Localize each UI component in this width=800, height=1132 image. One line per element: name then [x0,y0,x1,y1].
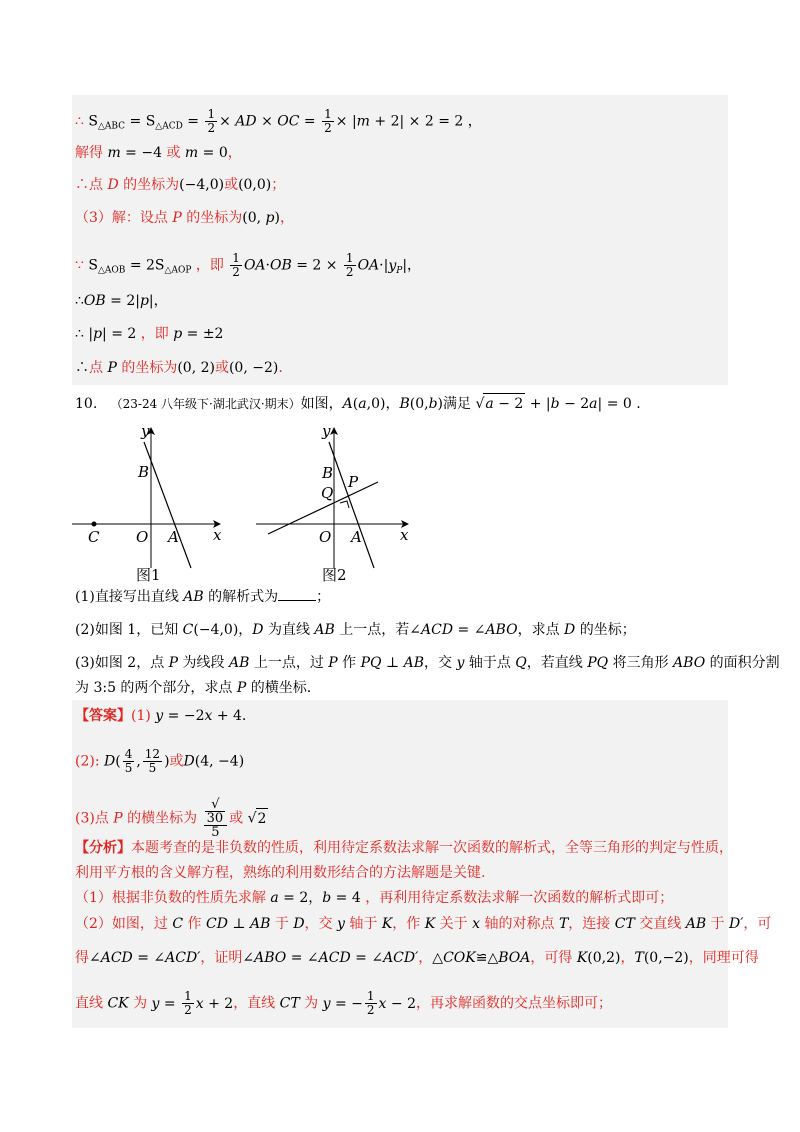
answer-3: (3)点 P 的横坐标为 √ 30 5 或 √2 [75,797,267,840]
analysis-1: 【分析】本题考查的是非负数的性质，利用待定系数法求解一次函数的解析式，全等三角形的判定与性质， [75,840,733,856]
question-10-stem: 10. （23-24 八年级下·湖北武汉·期末）如图，A(a,0)，B(0,b)满足 √a − 2 + |b − 2a| = 0 . [75,393,641,414]
figure-1 [68,420,238,585]
fig2-right-angle [340,501,349,508]
fig1-label-o: O [136,528,149,546]
solution-line-5: ∵ $S_{\triangle AOB} = 2S_{\triangle AOP}$ ，即 $\frac{1}{2}$ OA·OB = 2 × $\frac{1}{2}$ $OA\cdot|y_P|$， [75,251,422,279]
fig2-label-a: A [351,528,362,546]
solution-line-3: ∴点 D 的坐标为(−4,0)或(0,0)； [75,177,286,193]
solution-line-6: ∴OB = 2|p|， [75,293,168,309]
fig2-caption: 图2 [322,566,347,584]
question-part-3b: 为 3:5 的两个部分，求点 P 的横坐标. [75,680,312,696]
answer-2: (2): D( $\frac{4}{5}$ , $\frac{12}{5}$ )或D(4, −4) [75,747,245,775]
fig1-point-c [92,522,97,527]
question-part-2: (2)如图 1，已知 C(−4,0)，D 为直线 AB 上一点，若∠ACD = ∠ABO，求点 D 的坐标； [75,622,636,638]
fig1-label-b: B [138,463,150,481]
fig2-label-b: B [322,464,334,482]
fig2-label-o: O [319,528,332,546]
fig2-label-x: x [400,526,409,544]
solution-line-2: 解得 m = −4 或 m = 0， [75,145,242,161]
fig2-label-y: y [322,422,331,440]
figure-2 [250,420,420,585]
analysis-2: 利用平方根的含义解方程，熟练的利用数形结合的方法解题是关键. [75,865,486,881]
fig1-label-x: x [213,526,222,544]
fig2-label-p: P [348,473,359,491]
fig1-caption: 图1 [136,566,161,584]
analysis-step-1: （1）根据非负数的性质先求解 a = 2，b = 4 ，再利用待定系数法求解一次函数的解析式即可； [75,890,674,906]
solution-line-7: ∴ |p| = 2 ，即 p = ±2 [75,326,224,342]
answer-1: 【答案】(1) y = −2x + 4. [75,708,247,724]
solution-line-8: ∴点 P 的坐标为(0, 2)或(0, −2). [75,360,283,376]
analysis-step-2a: （2）如图，过 C 作 CD ⊥ AB 于 D，交 y 轴于 K，作 K 关于 x 轴的对称点 T，连接 CT 交直线 AB 于 D′，可 [75,916,772,932]
fig1-label-y: y [141,422,150,440]
solution-line-1: ∴ $S_{\triangle ABC} = S_{\triangle ACD}$ = $\frac{1}{2}$ × AD × OC = $\frac{1}{2}$ × |m + 2| × 2 = 2 ， [75,107,482,135]
question-part-1: (1)直接写出直线 AB 的解析式为 ； [75,589,331,605]
fig2-line-ab [329,442,374,568]
analysis-step-2b: 得∠ACD = ∠ACD′，证明∠ABO = ∠ACD = ∠ACD′，△COK≌△BOA，可得 K(0,2)，T(0,−2)，同理可得 [75,950,759,966]
question-part-3a: (3)如图 2，点 P 为线段 AB 上一点，过 P 作 PQ ⊥ AB，交 y 轴于点 Q，若直线 PQ 将三角形 ABO 的面积分割 [75,655,780,671]
analysis-step-2c: 直线 CK 为 y = $\frac{1}{2}$ x + 2，直线 CT 为 y = − $\frac{1}{2}$ x − 2，再求解函数的交点坐标即可； [75,989,612,1017]
fig2-label-q: Q [321,484,334,502]
solution-line-4: （3）解：设点 P 的坐标为(0, p)， [75,210,294,226]
fig1-label-c: C [88,528,100,546]
fig1-label-a: A [168,528,179,546]
